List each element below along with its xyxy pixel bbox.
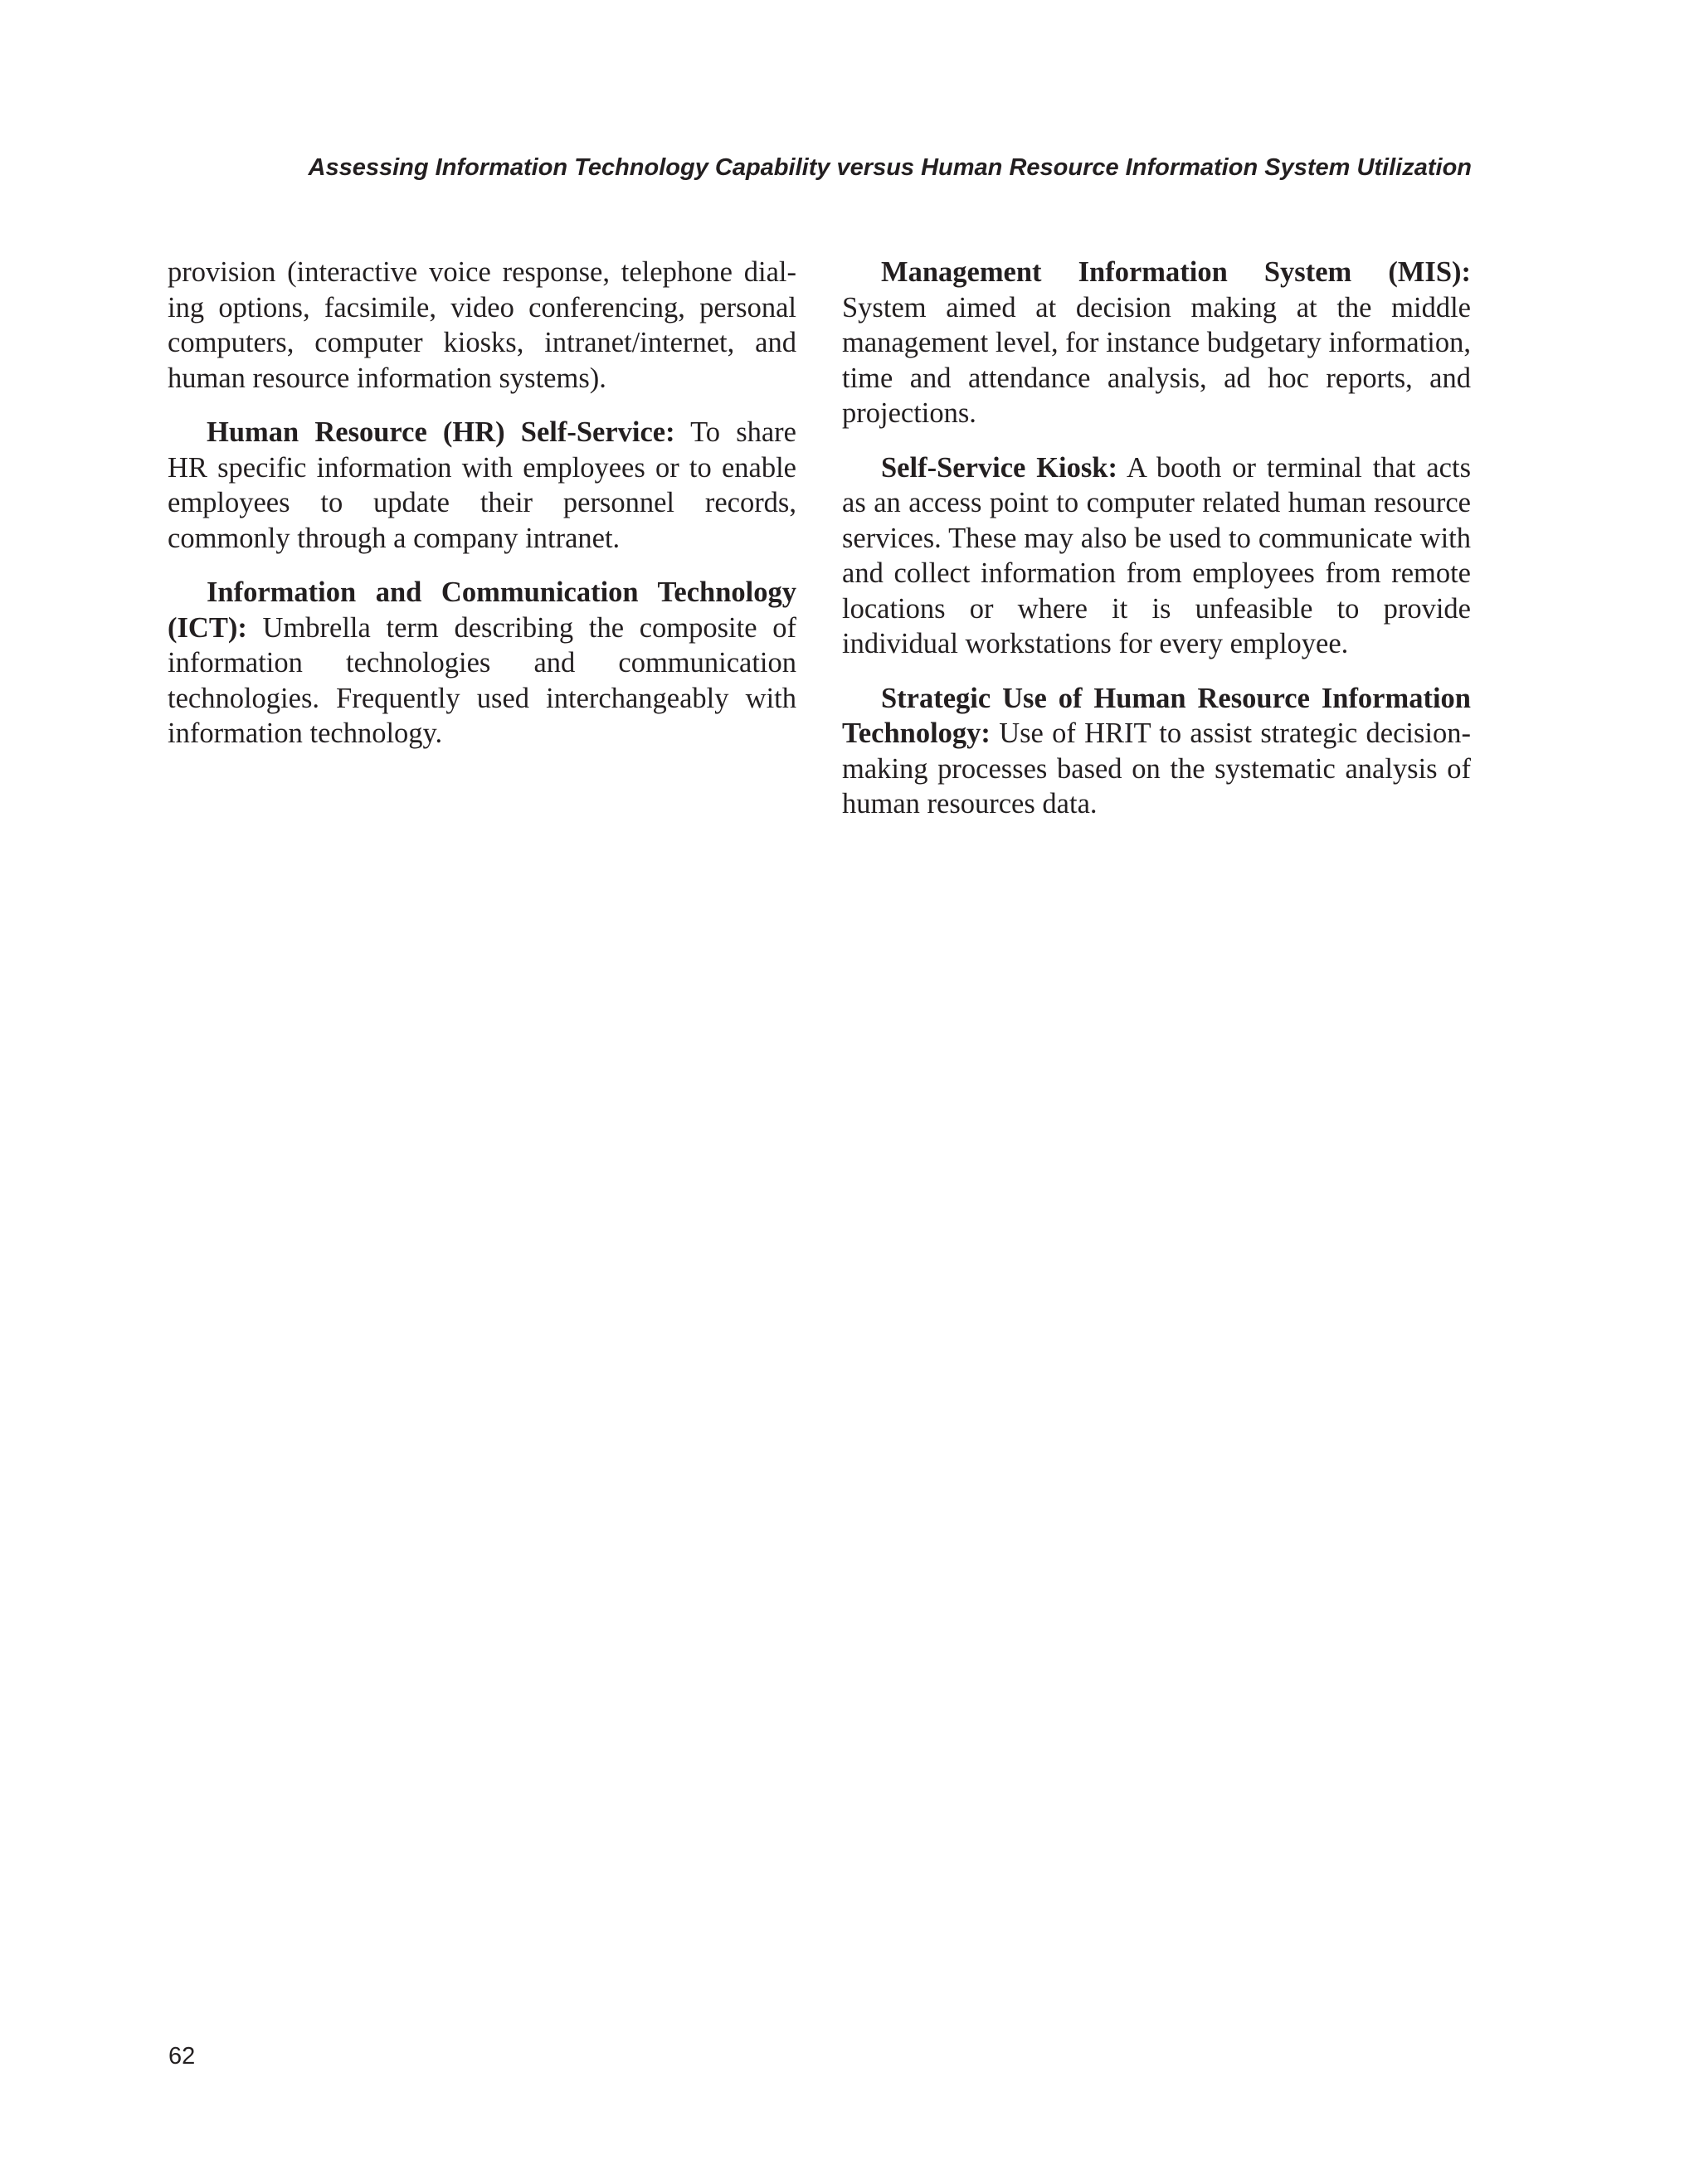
glossary-entry-ict: [168, 575, 796, 752]
running-header: Assessing Information Technology Capability versus Human Resource Information System Utilization: [308, 154, 1472, 181]
continuation-paragraph: provision (interactive voice response, telephone dialing options, facsimile, video conferencing, personal computers, computer kiosks, intranet/internet, and human resource information systems).: [168, 256, 796, 394]
page-number: 62: [168, 2043, 196, 2070]
glossary-definition: To share HR specific information with employees or to enable employees to update their personnel records, commonly through a company intranet.: [168, 416, 796, 554]
glossary-definition: A booth or terminal that acts as an access point to computer related human resource services. These may also be used to communicate with and collect information from employees from remote locations or where it is unfeasible to provide individual workstations for every employee.: [842, 451, 1471, 659]
glossary-definition: System aimed at decision making at the middle management level, for instance budgetary information, time and attendance analysis, ad hoc reports, and projections.: [842, 291, 1471, 429]
glossary-entry-self-service-kiosk: [842, 450, 1471, 662]
glossary-term: Human Resource (HR) Self-Service:: [207, 416, 675, 448]
right-column: [842, 255, 1471, 841]
glossary-term: Management Information System (MIS):: [881, 256, 1471, 288]
left-column: [168, 255, 796, 771]
glossary-definition: Use of HRIT to assist strategic decision-making processes based on the systematic analysis of human resources data.: [842, 717, 1471, 820]
glossary-term: Strategic Use of Human Resource Information Technology:: [842, 682, 1471, 749]
glossary-term: Information and Communication Technology (ICT):: [168, 576, 796, 644]
glossary-entry-mis: [842, 255, 1471, 431]
glossary-entry-strategic-use-hrit: [842, 681, 1471, 822]
glossary-term: Self-Service Kiosk:: [881, 451, 1117, 484]
glossary-entry-hr-self-service: [168, 415, 796, 556]
glossary-definition: Umbrella term describing the composite of information technologies and communication technologies. Frequently used interchangeably with information technology.: [168, 611, 796, 749]
